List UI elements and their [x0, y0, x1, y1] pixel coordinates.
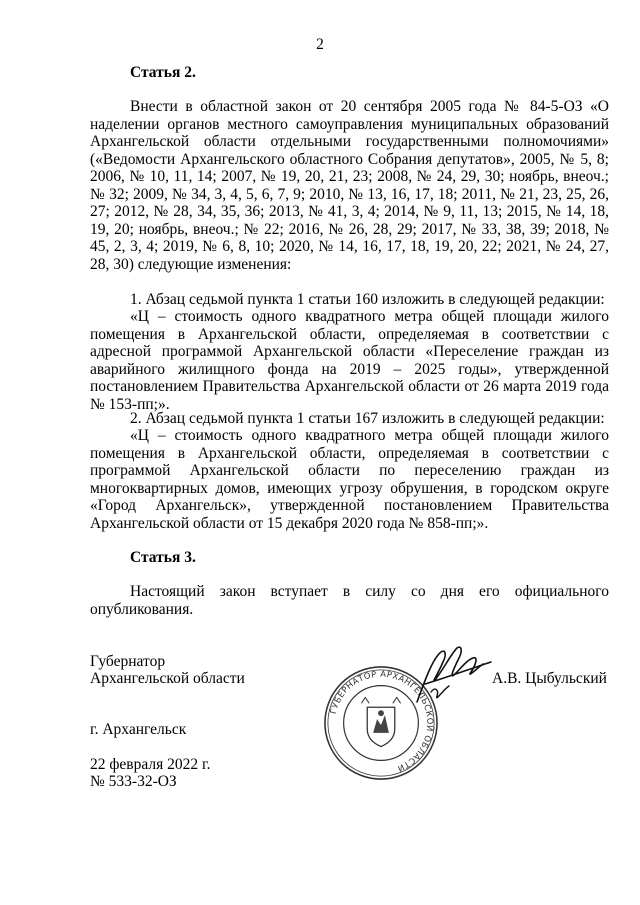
- article-3-text: Настоящий закон вступает в силу со дня его официального опубликования.: [90, 583, 609, 618]
- signatory-name: А.В. Цыбульский: [492, 670, 607, 687]
- signatory-position-line2: Архангельской области: [90, 670, 245, 687]
- item-2-title: 2. Абзац седьмой пункта 1 статьи 167 изложить в следующей редакции:: [130, 410, 605, 427]
- item-1-text: «Ц – стоимость одного квадратного метра общей площади жилого помещения в Архангельской области, определяемая в соответствии с адресной программой Архангельской области «Переселение граждан из аварийного жилищного фонда на 2019 – 2025 годы», утвержденной постановлением Правительства Архангельской области от 26 марта 2019 года № 153-пп;».: [90, 308, 609, 413]
- page-number: 2: [316, 36, 324, 53]
- article-2-heading: Статья 2.: [130, 64, 196, 81]
- handwritten-signature: [395, 640, 505, 710]
- law-date: 22 февраля 2022 г.: [90, 756, 211, 773]
- law-number: № 533-32-ОЗ: [90, 773, 177, 790]
- item-2-text: «Ц – стоимость одного квадратного метра общей площади жилого помещения в Архангельской области, определяемая в соответствии с программой Архангельской области по переселению граждан из многоквартирных домов, имеющих угрозу обрушения, в городском округе «Город Архангельск», утвержденной постановлением Правительства Архангельской области от 15 декабря 2020 года № 858-пп;».: [90, 427, 609, 532]
- svg-text:ГУБЕРНАТОР АРХАНГЕЛЬСКОЙ ОБЛАС: ГУБЕРНАТОР АРХАНГЕЛЬСКОЙ ОБЛАСТИ: [327, 668, 436, 774]
- article-3-heading: Статья 3.: [130, 549, 196, 566]
- signatory-position-line1: Губернатор: [90, 653, 166, 670]
- city: г. Архангельск: [90, 721, 187, 738]
- article-2-intro: Внести в областной закон от 20 сентября 2005 года № 84-5-ОЗ «О наделении органов местного самоуправления муниципальных образований Архангельской области отдельными государственными полномочиями» («Ведомости Архангельского областного Собрания депутатов», 2005, № 5, 8; 2006, № 10, 11, 14; 2007, № 19, 20, 21, 23; 2008, № 24, 29, 30; ноябрь, внеоч.; № 32; 2009, № 34, 3, 4, 5, 6, 7, 9; 2010, № 13, 16, 17, 18; 2011, № 21, 23, 25, 26, 27; 2012, № 28, 34, 35, 36; 2013, № 41, 3, 4; 2014, № 9, 11, 13; 2015, № 14, 18, 19, 20; ноябрь, внеоч.; № 22; 2016, № 26, 28, 29; 2017, № 33, 38, 39; 2018, № 45, 2, 3, 4; 2019, № 6, 8, 10; 2020, № 14, 16, 17, 18, 19, 20, 22; 2021, № 24, 27, 28, 30) следующие изменения:: [90, 98, 609, 273]
- item-1-title: 1. Абзац седьмой пункта 1 статьи 160 изложить в следующей редакции:: [130, 291, 605, 308]
